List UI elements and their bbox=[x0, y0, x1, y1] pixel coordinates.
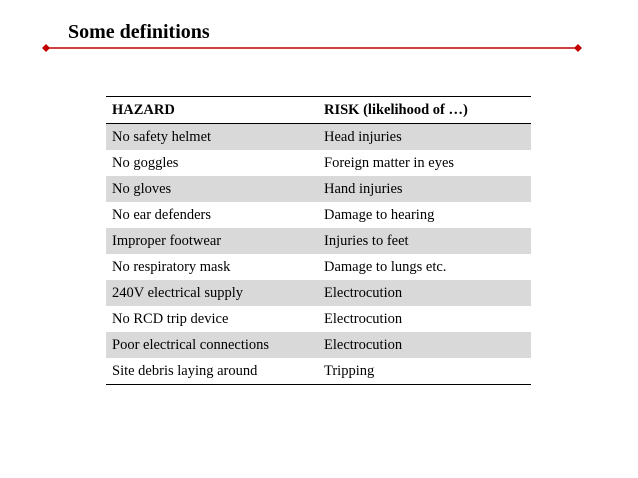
header-risk: RISK (likelihood of …) bbox=[318, 97, 531, 124]
risk-cell: Tripping bbox=[318, 358, 531, 385]
table-row bbox=[106, 124, 531, 151]
hazard-cell: No goggles bbox=[112, 154, 179, 171]
table-row bbox=[106, 254, 531, 280]
hazard-cell: No safety helmet bbox=[112, 128, 212, 145]
risk-cell: Electrocution bbox=[324, 310, 403, 327]
table-row bbox=[106, 280, 531, 306]
slide-title: Some definitions bbox=[68, 21, 210, 43]
table-row bbox=[106, 176, 531, 202]
hazard-cell: No gloves bbox=[112, 180, 172, 197]
table-header-row bbox=[106, 97, 531, 124]
table-row bbox=[106, 306, 531, 332]
table-row bbox=[106, 358, 531, 385]
hazard-cell: No ear defenders bbox=[112, 206, 212, 223]
risk-cell: Damage to hearing bbox=[324, 206, 435, 223]
hazard-cell: No respiratory mask bbox=[112, 258, 231, 275]
risk-cell: Damage to lungs etc. bbox=[324, 258, 447, 275]
hazard-cell: 240V electrical supply bbox=[112, 284, 244, 301]
hazard-cell: Improper footwear bbox=[112, 232, 222, 249]
risk-cell: Head injuries bbox=[324, 128, 402, 145]
table-row bbox=[106, 202, 531, 228]
risk-cell: Electrocution bbox=[324, 336, 403, 353]
table-row bbox=[106, 332, 531, 358]
table-row bbox=[106, 228, 531, 254]
risk-cell: Injuries to feet bbox=[324, 232, 409, 249]
definitions-table bbox=[106, 96, 531, 385]
rule-diamond-left bbox=[42, 44, 50, 52]
header-hazard: HAZARD bbox=[106, 97, 318, 124]
risk-cell: Hand injuries bbox=[324, 180, 403, 197]
title-rule bbox=[42, 44, 582, 52]
risk-cell: Electrocution bbox=[324, 284, 403, 301]
rule-diamond-right bbox=[574, 44, 582, 52]
hazard-cell: Site debris laying around bbox=[106, 358, 318, 385]
table-row bbox=[106, 150, 531, 176]
hazard-cell: No RCD trip device bbox=[112, 310, 229, 327]
risk-cell: Foreign matter in eyes bbox=[324, 154, 455, 171]
hazard-cell: Poor electrical connections bbox=[112, 336, 270, 353]
